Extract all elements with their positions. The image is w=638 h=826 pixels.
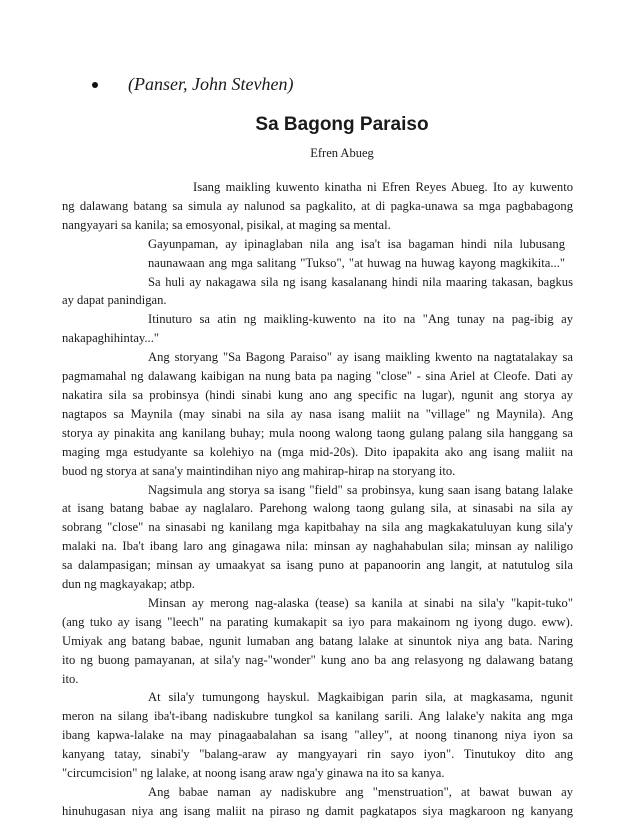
- text-line: kanyang tatay, sinabi'y "balang-araw ay mangyayari rin sayo iyon". Tinutukoy dito ang: [62, 747, 573, 762]
- citation-text: (Panser, John Stevhen): [128, 74, 294, 94]
- text-line: sa dalampasigan; minsan ay umaakyat sa isang puno at papanoorin ang langit, at natutulog sila: [62, 558, 573, 573]
- text-line: Umiyak ang batang babae, ngunit lumaban ang batang lalake at sinuntok niya ang bata. Naring: [62, 633, 573, 648]
- text-line: Gayunpaman, ay ipinaglaban nila ang isa't isa bagaman hindi nila lubusang: [148, 236, 565, 251]
- text-line: At sila'y tumungong hayskul. Magkaibigan parin sila, at magkasama, ngunit: [148, 690, 573, 705]
- text-line: Minsan ay merong nag-alaska (tease) sa kanila at sinabi na sila'y "kapit-tuko": [148, 595, 573, 610]
- text-line: ito ng buong pamayanan, at sila'y nag-"wonder" kung ano ba ang relasyong ng dalawang batang: [62, 652, 573, 667]
- text-line: Isang maikling kuwento kinatha ni Efren Reyes Abueg. Ito ay kuwento: [193, 180, 573, 194]
- document-author: Efren Abueg: [310, 146, 374, 160]
- text-line: Sa huli ay nakagawa sila ng isang kasalanang hindi nila maaring takasan, bagkus: [148, 274, 573, 289]
- text-line: ay dapat panindigan.: [62, 293, 167, 308]
- text-line: Itinuturo sa atin ng maikling-kuwento na ito na "Ang tunay na pag-ibig ay: [148, 312, 573, 327]
- bullet-dot-icon: [92, 82, 98, 88]
- text-line: ibang kapwa-lalake na may pinagaabalahan sa isang "alley", at noong tinanong niya iyon sa: [62, 728, 573, 743]
- text-line: (ang tuko ay isang "leech" na parating kumakapit sa iyo para makainom ng iyong dugo. eww).: [62, 614, 573, 629]
- text-line: nagtapos sa Maynila (may sinabi na sila ay nasa isang maliit na "village" ng Maynila). Ang: [62, 406, 573, 421]
- text-line: Ang storyang "Sa Bagong Paraiso" ay isang maikling kwento na nagtatalakay sa: [148, 350, 573, 365]
- text-line: storya ay pinakita ang kanilang buhay; mula noong walong taong gulang palang sila hanggang sa: [62, 425, 573, 440]
- bullet-line: [92, 74, 293, 95]
- text-line: sobrang "close" na sinasabi ng kanilang mga kapitbahay na sila ang magkakatuluyan kung sila'y: [62, 520, 573, 535]
- text-line: dun ng magkayakap; atbp.: [62, 577, 195, 592]
- text-line: naunawaan ang mga salitang "Tukso", "at huwag na huwag kayong magkikita...": [148, 255, 565, 270]
- text-line: nangyayari sa kanila; sa emosyonal, pisikal, at maging sa mental.: [62, 217, 391, 232]
- text-line: pagmamahal ng dalawang kaibigan na nung bata pa naging "close" - sina Ariel at Cleofe. Dati ay: [62, 369, 573, 384]
- document-title: Sa Bagong Paraiso: [255, 114, 429, 135]
- text-line: ng dalawang batang sa simula ay nalunod sa pagkalito, at di pagka-unawa sa mga pagbabagong: [62, 198, 573, 213]
- text-line: hinuhugasan niya ang isang maliit na piraso ng damit pagkatapos siya magkaroon ng kanyang: [62, 803, 573, 818]
- text-line: Nagsimula ang storya sa isang "field" sa probinsya, kung saan isang batang lalake: [148, 482, 573, 497]
- text-line: "circumcision" ng lalake, at noong isang araw nga'y ginawa na ito sa kanya.: [62, 766, 445, 781]
- text-line: buod ng storya at sana'y maintindihan niyo ang mahirap-hirap na storyang ito.: [62, 463, 456, 478]
- text-line: ito.: [62, 671, 79, 686]
- document-body: [62, 178, 573, 821]
- text-line: nakatira sila sa probinsya (hindi sinabi kung ano ang specific na lugar), ngunit ang storya ay: [62, 387, 573, 402]
- text-line: nakapaghihintay...": [62, 331, 159, 346]
- text-line: maging mga estudyante sa kolehiyo na (mga mid-20s). Dito ipapakita ako ang isang maliit na: [62, 444, 573, 459]
- text-line: meron na silang iba't-ibang nadiskubre tungkol sa kanilang sarili. Ang lalake'y nakita ang mga: [62, 709, 573, 724]
- text-line: Ang babae naman ay nadiskubre ang "menstruation", at bawat buwan ay: [148, 785, 573, 799]
- text-line: malaki na. Iba't ibang laro ang ginagawa nila: minsan ay naghahabulan sila; minsan ay naliligo: [62, 539, 573, 554]
- text-line: at isang batang babae ay naglalaro. Parehong walong taong gulang sila, at sinasabi na sila ay: [62, 501, 573, 516]
